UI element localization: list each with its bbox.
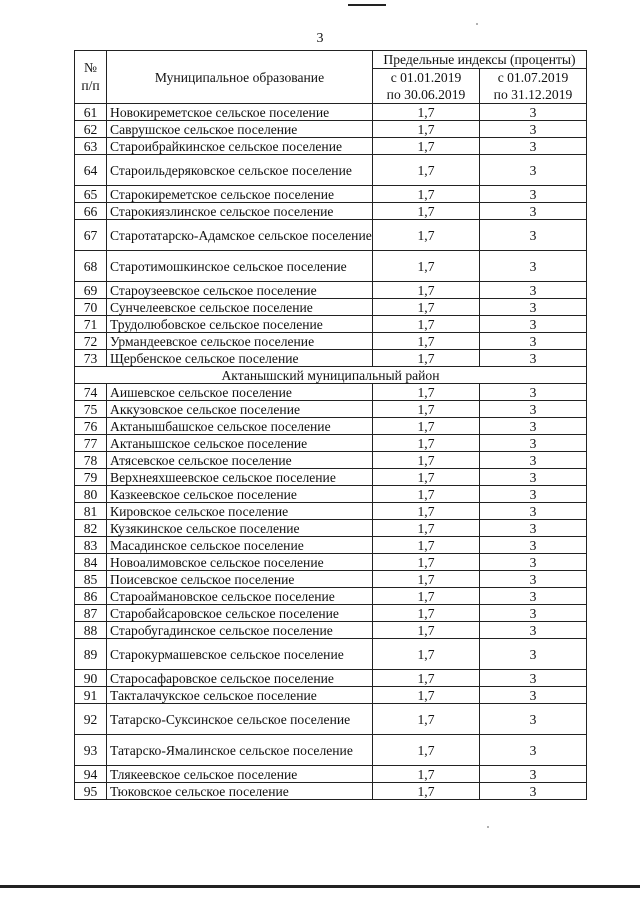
row-index-second-half: 3 [480, 503, 587, 520]
table-row [75, 104, 587, 121]
row-number: 84 [75, 554, 107, 571]
period-second-start: с 01.07.2019 [497, 70, 569, 85]
row-index-first-half: 1,7 [373, 104, 480, 121]
row-index-first-half: 1,7 [373, 605, 480, 622]
row-number: 95 [75, 783, 107, 800]
row-index-second-half: 3 [480, 520, 587, 537]
row-municipality: Старосафаровское сельское поселение [107, 670, 373, 687]
table-row [75, 452, 587, 469]
table-row [75, 316, 587, 333]
row-index-second-half: 3 [480, 155, 587, 186]
row-municipality: Тюковское сельское поселение [107, 783, 373, 800]
table-row [75, 418, 587, 435]
row-municipality: Сунчелеевское сельское поселение [107, 299, 373, 316]
table-row [75, 155, 587, 186]
page-number: 3 [316, 31, 324, 46]
row-index-first-half: 1,7 [373, 670, 480, 687]
row-number: 90 [75, 670, 107, 687]
row-number: 76 [75, 418, 107, 435]
row-index-first-half: 1,7 [373, 687, 480, 704]
row-municipality: Атясевское сельское поселение [107, 452, 373, 469]
row-number: 91 [75, 687, 107, 704]
scan-speck [487, 826, 489, 828]
row-index-second-half: 3 [480, 418, 587, 435]
row-number: 89 [75, 639, 107, 670]
row-number: 61 [75, 104, 107, 121]
row-number: 93 [75, 735, 107, 766]
row-index-second-half: 3 [480, 687, 587, 704]
row-municipality: Староузеевское сельское поселение [107, 282, 373, 299]
row-index-first-half: 1,7 [373, 503, 480, 520]
table-row [75, 783, 587, 800]
table-row [75, 186, 587, 203]
row-number: 83 [75, 537, 107, 554]
row-index-first-half: 1,7 [373, 282, 480, 299]
table-row [75, 401, 587, 418]
row-index-second-half: 3 [480, 282, 587, 299]
row-index-first-half: 1,7 [373, 138, 480, 155]
table-row [75, 435, 587, 452]
row-municipality: Трудолюбовское сельское поселение [107, 316, 373, 333]
header-number-abbr: п/п [81, 78, 100, 93]
row-number: 92 [75, 704, 107, 735]
row-municipality: Старокиязлинское сельское поселение [107, 203, 373, 220]
row-index-first-half: 1,7 [373, 203, 480, 220]
row-municipality: Верхнеяхшеевское сельское поселение [107, 469, 373, 486]
row-number: 73 [75, 350, 107, 367]
row-index-second-half: 3 [480, 554, 587, 571]
row-index-second-half: 3 [480, 452, 587, 469]
table-row [75, 486, 587, 503]
row-municipality: Аккузовское сельское поселение [107, 401, 373, 418]
row-municipality: Актанышское сельское поселение [107, 435, 373, 452]
row-number: 71 [75, 316, 107, 333]
row-index-second-half: 3 [480, 670, 587, 687]
row-index-first-half: 1,7 [373, 220, 480, 251]
row-number: 86 [75, 588, 107, 605]
row-number: 68 [75, 251, 107, 282]
row-municipality: Староибрайкинское сельское поселение [107, 138, 373, 155]
row-number: 69 [75, 282, 107, 299]
row-index-first-half: 1,7 [373, 350, 480, 367]
row-index-second-half: 3 [480, 486, 587, 503]
table-row [75, 251, 587, 282]
header-period-second-half [480, 69, 587, 104]
table-row [75, 588, 587, 605]
row-index-first-half: 1,7 [373, 121, 480, 138]
section-title: Актанышский муниципальный район [75, 367, 587, 384]
header-municipality: Муниципальное образование [107, 51, 373, 104]
row-index-second-half: 3 [480, 783, 587, 800]
row-index-first-half: 1,7 [373, 401, 480, 418]
row-index-first-half: 1,7 [373, 537, 480, 554]
row-municipality: Новоалимовское сельское поселение [107, 554, 373, 571]
row-index-first-half: 1,7 [373, 588, 480, 605]
row-index-second-half: 3 [480, 537, 587, 554]
table-row [75, 766, 587, 783]
row-index-second-half: 3 [480, 469, 587, 486]
row-index-second-half: 3 [480, 735, 587, 766]
table-row [75, 503, 587, 520]
row-municipality: Старобугадинское сельское поселение [107, 622, 373, 639]
row-municipality: Татарско-Ямалинское сельское поселение [107, 735, 373, 766]
table-row [75, 622, 587, 639]
row-number: 87 [75, 605, 107, 622]
row-index-second-half: 3 [480, 435, 587, 452]
table-row [75, 605, 587, 622]
section-row [75, 367, 587, 384]
row-index-second-half: 3 [480, 605, 587, 622]
scan-speck [476, 23, 478, 25]
row-municipality: Новокиреметское сельское поселение [107, 104, 373, 121]
row-number: 82 [75, 520, 107, 537]
row-index-second-half: 3 [480, 121, 587, 138]
table-row [75, 282, 587, 299]
row-municipality: Староильдеряковское сельское поселение [107, 155, 373, 186]
table-row [75, 121, 587, 138]
table-row [75, 384, 587, 401]
table-row [75, 299, 587, 316]
row-municipality: Старобайсаровское сельское поселение [107, 605, 373, 622]
row-index-second-half: 3 [480, 639, 587, 670]
table-header-row [75, 51, 587, 69]
table-row [75, 639, 587, 670]
row-index-first-half: 1,7 [373, 704, 480, 735]
row-index-first-half: 1,7 [373, 554, 480, 571]
row-index-second-half: 3 [480, 138, 587, 155]
row-index-first-half: 1,7 [373, 735, 480, 766]
row-index-second-half: 3 [480, 350, 587, 367]
row-municipality: Старотимошкинское сельское поселение [107, 251, 373, 282]
row-index-first-half: 1,7 [373, 186, 480, 203]
row-number: 78 [75, 452, 107, 469]
row-index-first-half: 1,7 [373, 435, 480, 452]
row-index-second-half: 3 [480, 186, 587, 203]
row-number: 72 [75, 333, 107, 350]
row-municipality: Казкеевское сельское поселение [107, 486, 373, 503]
row-index-second-half: 3 [480, 401, 587, 418]
row-index-second-half: 3 [480, 203, 587, 220]
row-index-first-half: 1,7 [373, 571, 480, 588]
table-row [75, 520, 587, 537]
row-municipality: Кировское сельское поселение [107, 503, 373, 520]
row-municipality: Аишевское сельское поселение [107, 384, 373, 401]
header-period-first-half [373, 69, 480, 104]
row-number: 63 [75, 138, 107, 155]
top-scan-mark [348, 4, 386, 6]
row-number: 80 [75, 486, 107, 503]
row-index-second-half: 3 [480, 220, 587, 251]
row-municipality: Щербенское сельское поселение [107, 350, 373, 367]
row-number: 70 [75, 299, 107, 316]
table-row [75, 735, 587, 766]
row-municipality: Такталачукское сельское поселение [107, 687, 373, 704]
row-index-second-half: 3 [480, 622, 587, 639]
table-row [75, 469, 587, 486]
table-row [75, 537, 587, 554]
row-index-first-half: 1,7 [373, 333, 480, 350]
row-municipality: Урмандеевское сельское поселение [107, 333, 373, 350]
row-number: 74 [75, 384, 107, 401]
row-municipality: Старокиреметское сельское поселение [107, 186, 373, 203]
table-row [75, 571, 587, 588]
header-number-symbol: № [84, 60, 97, 75]
table-row [75, 687, 587, 704]
price-index-table [74, 50, 587, 800]
table-row [75, 220, 587, 251]
table-row [75, 350, 587, 367]
table-row [75, 704, 587, 735]
row-number: 66 [75, 203, 107, 220]
row-municipality: Саврушское сельское поселение [107, 121, 373, 138]
header-limit-indices: Предельные индексы (проценты) [373, 51, 587, 69]
row-index-first-half: 1,7 [373, 639, 480, 670]
row-number: 64 [75, 155, 107, 186]
row-index-first-half: 1,7 [373, 299, 480, 316]
row-municipality: Старотатарско-Адамское сельское поселение [107, 220, 373, 251]
table-body [75, 104, 587, 800]
row-number: 88 [75, 622, 107, 639]
row-municipality: Старокурмашевское сельское поселение [107, 639, 373, 670]
row-number: 62 [75, 121, 107, 138]
row-index-second-half: 3 [480, 333, 587, 350]
row-index-second-half: 3 [480, 104, 587, 121]
row-index-first-half: 1,7 [373, 783, 480, 800]
bottom-scan-edge [0, 885, 640, 888]
row-number: 77 [75, 435, 107, 452]
row-index-first-half: 1,7 [373, 520, 480, 537]
table-row [75, 554, 587, 571]
row-municipality: Кузякинское сельское поселение [107, 520, 373, 537]
row-index-first-half: 1,7 [373, 384, 480, 401]
row-index-first-half: 1,7 [373, 316, 480, 333]
row-municipality: Татарско-Суксинское сельское поселение [107, 704, 373, 735]
row-municipality: Актанышбашское сельское поселение [107, 418, 373, 435]
row-municipality: Старoаймановское сельское поселение [107, 588, 373, 605]
row-index-first-half: 1,7 [373, 622, 480, 639]
row-index-second-half: 3 [480, 704, 587, 735]
period-second-end: по 31.12.2019 [493, 87, 573, 102]
row-index-second-half: 3 [480, 299, 587, 316]
row-index-first-half: 1,7 [373, 155, 480, 186]
table-row [75, 203, 587, 220]
row-municipality: Поисевское сельское поселение [107, 571, 373, 588]
row-number: 94 [75, 766, 107, 783]
table-row [75, 333, 587, 350]
row-number: 79 [75, 469, 107, 486]
row-index-first-half: 1,7 [373, 469, 480, 486]
row-index-first-half: 1,7 [373, 452, 480, 469]
row-index-first-half: 1,7 [373, 486, 480, 503]
row-index-second-half: 3 [480, 588, 587, 605]
table-row [75, 138, 587, 155]
row-index-second-half: 3 [480, 571, 587, 588]
row-number: 81 [75, 503, 107, 520]
row-municipality: Тлякеевское сельское поселение [107, 766, 373, 783]
row-index-first-half: 1,7 [373, 766, 480, 783]
row-number: 65 [75, 186, 107, 203]
header-number [75, 51, 107, 104]
row-number: 67 [75, 220, 107, 251]
table-row [75, 670, 587, 687]
period-first-start: с 01.01.2019 [390, 70, 462, 85]
row-index-second-half: 3 [480, 384, 587, 401]
row-number: 75 [75, 401, 107, 418]
row-index-second-half: 3 [480, 766, 587, 783]
row-index-first-half: 1,7 [373, 418, 480, 435]
row-index-second-half: 3 [480, 251, 587, 282]
row-municipality: Масадинское сельское поселение [107, 537, 373, 554]
row-number: 85 [75, 571, 107, 588]
period-first-end: по 30.06.2019 [386, 87, 466, 102]
row-index-second-half: 3 [480, 316, 587, 333]
row-index-first-half: 1,7 [373, 251, 480, 282]
